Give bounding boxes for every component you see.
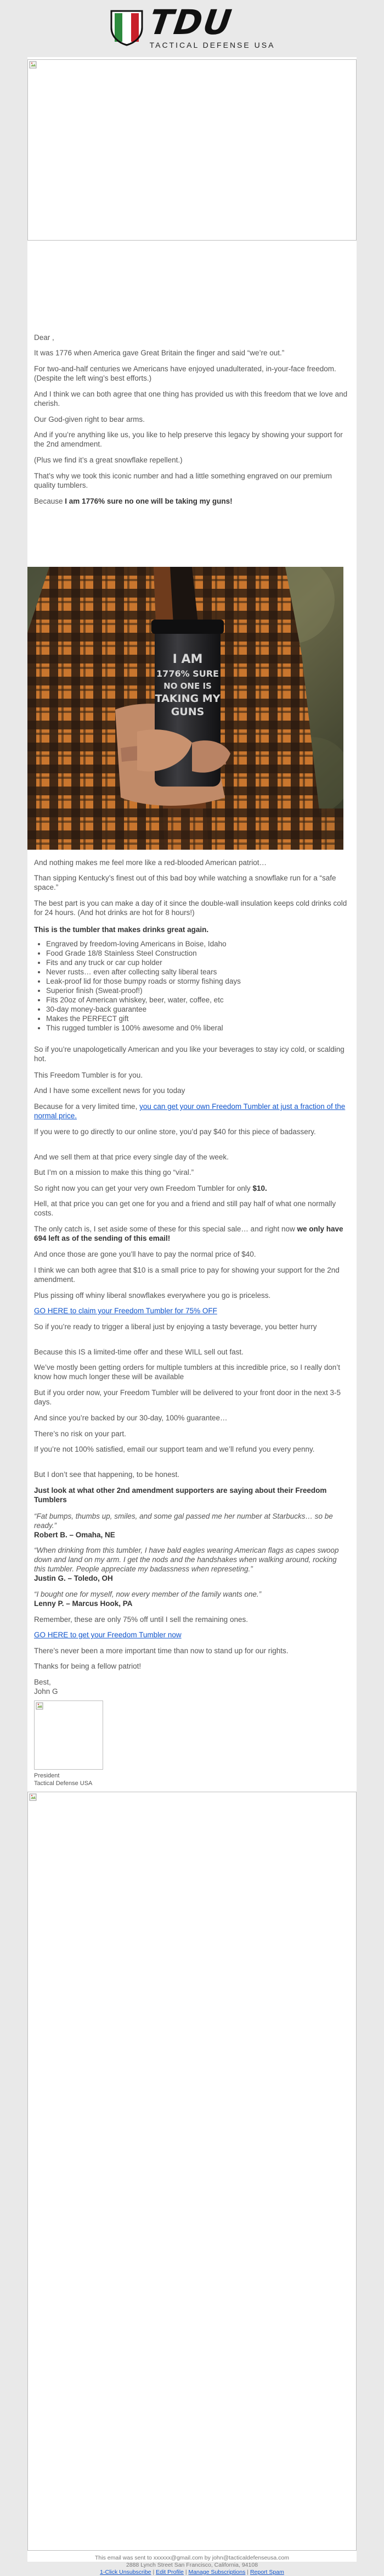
paragraph: But I don’t see that happening, to be honest.	[34, 1470, 179, 1479]
paragraph: We’ve mostly been getting orders for multiple tumblers at this incredible price, so I really don’t know how much longer these will be available	[34, 1363, 341, 1381]
list-item: • Superior finish (Sweat-proof!)	[46, 986, 350, 995]
unsubscribe-link[interactable]: 1-Click Unsubscribe	[100, 2569, 151, 2575]
hero-image-placeholder[interactable]	[27, 59, 357, 241]
list-item: • Never rusts… even after collecting salty liberal tears	[46, 967, 350, 977]
email-footer	[0, 2555, 384, 2569]
list-item: • Food Grade 18/8 Stainless Steel Construction	[46, 949, 350, 958]
paragraph: The only catch is, I set aside some of these for this special sale… and right now we only have 694 left as of the sending of this email!	[34, 1225, 343, 1242]
list-item: • Fits and any truck or car cup holder	[46, 958, 350, 967]
feature-list	[34, 939, 350, 1033]
paragraph: So if you’re unapologetically American and you like your beverages to stay icy cold, or scalding hot.	[34, 1045, 345, 1063]
paragraph: Remember, these are only 75% off until I sell the remaining ones.	[34, 1615, 248, 1624]
paragraph: (Plus we find it’s a great snowflake repellent.)	[34, 456, 183, 464]
separator: |	[185, 2569, 187, 2575]
paragraph: Than sipping Kentucky’s finest out of this bad boy while watching a snowflake run for a “safe space.”	[34, 874, 336, 891]
tumbler-engraving-line: 1776% SURE	[156, 668, 219, 679]
separator: |	[247, 2569, 249, 2575]
brand-tagline: TACTICAL DEFENSE USA	[149, 41, 275, 49]
signoff: Best,	[34, 1678, 51, 1686]
report-spam-link[interactable]: Report Spam	[250, 2569, 284, 2575]
signer-title: President	[34, 1772, 60, 1779]
paragraph: The best part is you can make a day of it since the double-wall insulation keeps cold drinks cold for 24 hours. (And hot drinks are hot for 8 hours!)	[34, 899, 347, 917]
paragraph: And we sell them at that price every single day of the week.	[34, 1153, 229, 1161]
testimonial-quote: “When drinking from this tumbler, I have bald eagles wearing American flags as capes swoop down and land on my arm. I get the nods and the handshakes when walking around, rocking this tumbler. People appreciate my badassness when represeting.”	[34, 1546, 339, 1573]
paragraph: If you were to go directly to our online store, you’d pay $40 for this piece of badassery.	[34, 1128, 316, 1136]
paragraph: And I have some excellent news for you today	[34, 1086, 185, 1095]
list-item: • Fits 20oz of American whiskey, beer, water, coffee, etc	[46, 995, 350, 1005]
paragraph: Because for a very limited time, you can get your own Freedom Tumbler at just a fraction of the normal price.	[34, 1102, 346, 1120]
testimonial-author: Justin G. – Toledo, OH	[34, 1574, 113, 1582]
bottom-image-placeholder[interactable]	[27, 1792, 357, 2551]
greeting: Dear ,	[34, 333, 54, 342]
tumbler-engraving-line: GUNS	[171, 706, 205, 718]
paragraph: Our God-given right to bear arms.	[34, 415, 145, 423]
cta-link-claim[interactable]: GO HERE to claim your Freedom Tumbler for 75% OFF	[34, 1307, 217, 1315]
signature-image-placeholder	[34, 1700, 103, 1770]
paragraph: So if you’re ready to trigger a liberal just by enjoying a tasty beverage, you better hurry	[34, 1323, 317, 1331]
paragraph: Plus pissing off whiny liberal snowflakes everywhere you go is priceless.	[34, 1291, 271, 1300]
paragraph: So right now you can get your very own Freedom Tumbler for only $10.	[34, 1184, 267, 1192]
broken-image-icon	[29, 1793, 37, 1801]
paragraph: And once those are gone you’ll have to pay the normal price of $40.	[34, 1250, 256, 1258]
paragraph: Because this IS a limited-time offer and these WILL sell out fast.	[34, 1348, 244, 1356]
broken-image-icon	[36, 1702, 43, 1710]
email-body	[27, 57, 357, 2562]
product-photo	[27, 567, 343, 850]
list-item: • Makes the PERFECT gift	[46, 1014, 350, 1023]
emphasis-text: I am 1776% sure no one will be taking my guns!	[65, 497, 233, 505]
tumbler-engraving-line: NO ONE IS	[163, 681, 212, 691]
offer-link[interactable]: you can get your own Freedom Tumbler at just a fraction of the normal price.	[34, 1102, 346, 1120]
broken-image-icon	[29, 61, 37, 69]
email-header	[0, 0, 384, 55]
list-item: • 30-day money-back guarantee	[46, 1005, 350, 1014]
signer-name: John G	[34, 1687, 58, 1696]
testimonial-author: Lenny P. – Marcus Hook, PA	[34, 1599, 133, 1608]
paragraph: But if you order now, your Freedom Tumbler will be delivered to your front door in the next 3-5 days.	[34, 1389, 341, 1406]
cta-link-get[interactable]: GO HERE to get your Freedom Tumbler now	[34, 1631, 182, 1639]
testimonial-quote: “Fat bumps, thumbs up, smiles, and some gal passed me her number at Starbucks… so be ready.”	[34, 1512, 333, 1530]
paragraph: If you’re not 100% satisfied, email our support team and we’ll refund you every penny.	[34, 1445, 315, 1453]
paragraph: And nothing makes me feel more like a red-blooded American patriot…	[34, 858, 267, 867]
signer-company: Tactical Defense USA	[34, 1780, 93, 1787]
paragraph: But I’m on a mission to make this thing go “viral.”	[34, 1168, 194, 1177]
man-holding-tumbler-image	[27, 567, 343, 850]
paragraph: There’s never been a more important time than now to stand up for our rights.	[34, 1647, 289, 1655]
paragraph: I think we can both agree that $10 is a small price to pay for showing your support for the 2nd amendment.	[34, 1266, 340, 1284]
paragraph: There’s no risk on your part.	[34, 1430, 126, 1438]
tumbler-engraving-line: I AM	[172, 653, 203, 666]
paragraph: Hell, at that price you can get one for you and a friend and still pay half of what one normally costs.	[34, 1200, 336, 1217]
separator: |	[153, 2569, 155, 2575]
paragraph: That’s why we took this iconic number and had a little something engraved on our premium quality tumblers.	[34, 472, 332, 489]
footer-sender-line: This email was sent to xxxxxx@gmail.com by john@tacticaldefenseusa.com	[95, 2555, 289, 2561]
shield-logo-icon	[109, 9, 144, 46]
emphasis-text: we only have 694 left as of the sending of this email!	[34, 1225, 343, 1242]
edit-profile-link[interactable]: Edit Profile	[156, 2569, 184, 2575]
paragraph: Thanks for being a fellow patriot!	[34, 1662, 142, 1670]
testimonial-author: Robert B. – Omaha, NE	[34, 1531, 115, 1539]
paragraph: And if you’re anything like us, you like to help preserve this legacy by showing your support for the 2nd amendment.	[34, 431, 343, 448]
manage-subscriptions-link[interactable]: Manage Subscriptions	[188, 2569, 246, 2575]
section-heading: This is the tumbler that makes drinks great again.	[34, 925, 209, 934]
footer-address: 2888 Lynch Street San Francisco, California, 94108	[126, 2562, 258, 2568]
paragraph: This Freedom Tumbler is for you.	[34, 1071, 143, 1079]
paragraph: It was 1776 when America gave Great Britain the finger and said “we’re out.”	[34, 349, 285, 357]
paragraph: For two-and-half centuries we Americans have enjoyed unadulterated, in-your-face freedom. (Despite the left wing’s best efforts.)	[34, 365, 336, 382]
paragraph: Because I am 1776% sure no one will be taking my guns!	[34, 497, 233, 505]
testimonials-heading: Just look at what other 2nd amendment supporters are saying about their Freedom Tumblers	[34, 1486, 327, 1504]
testimonial-quote: “I bought one for myself, now every member of the family wants one.”	[34, 1590, 262, 1598]
tumbler-engraving-line: TAKING MY	[155, 693, 221, 705]
list-item: • Leak-proof lid for those bumpy roads or stormy fishing days	[46, 977, 350, 986]
list-item: • Engraved by freedom-loving Americans in Boise, Idaho	[46, 939, 350, 949]
list-item: • This rugged tumbler is 100% awesome and 0% liberal	[46, 1023, 350, 1033]
paragraph: And I think we can both agree that one thing has provided us with this freedom that we love and cherish.	[34, 390, 348, 408]
brand-logo[interactable]	[109, 2, 275, 49]
paragraph: And since you’re backed by our 30-day, 100% guarantee…	[34, 1414, 228, 1422]
brand-wordmark: TDU	[146, 2, 235, 42]
price-text: $10.	[252, 1184, 267, 1192]
footer-links	[0, 2569, 384, 2576]
